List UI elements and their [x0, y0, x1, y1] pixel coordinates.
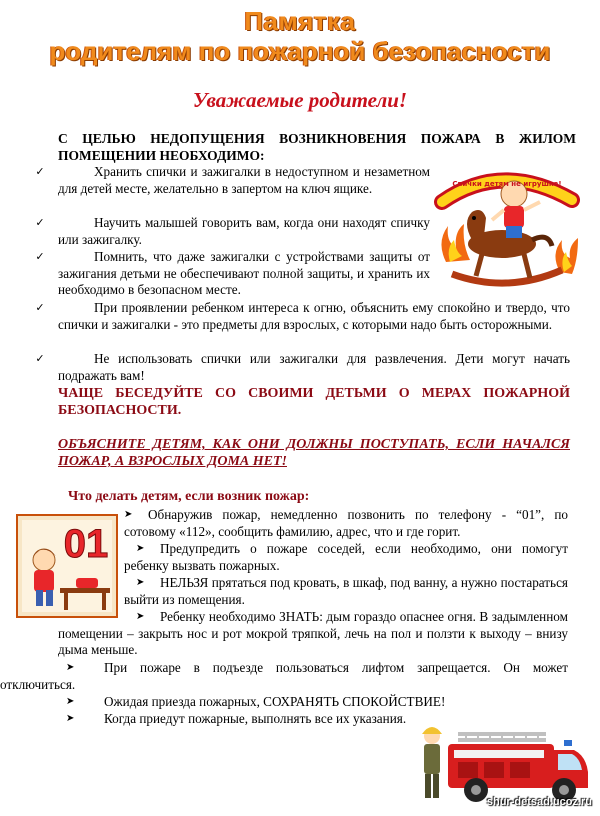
arrow-bullet-icon: ➤ — [136, 611, 145, 622]
list-item-text: Ожидая приезда пожарных, СОХРАНЯТЬ СПОКОЙСТВИЕ! — [104, 694, 446, 709]
check-icon: ✓ — [35, 250, 45, 263]
check-icon: ✓ — [35, 216, 45, 229]
list-item-text: Помнить, что даже зажигалки с устройствами защиты от зажигания детьми не обеспечивают полной защиты, и хранить их необходимо в безопасном месте. — [58, 249, 430, 297]
arrow-bullet-icon: ➤ — [66, 713, 75, 724]
list-item-text: Когда приедут пожарные, выполнять все их указания. — [104, 711, 407, 726]
list-item — [35, 351, 570, 384]
watermark: shur-detsad.ucoz.ru — [486, 796, 592, 808]
list-item-text: Не использовать спички или зажигалки для развлечения. Дети могут начать подражать вам! — [58, 351, 570, 383]
list-item-text: Хранить спички и зажигалки в недоступном и незаметном для детей месте, желательно в запертом на ключ ящике. — [58, 164, 430, 196]
list-item — [58, 609, 568, 659]
section1-heading: С ЦЕЛЬЮ НЕДОПУЩЕНИЯ ВОЗНИКНОВЕНИЯ ПОЖАРА В ЖИЛОМ ПОМЕЩЕНИИ НЕОБХОДИМО: — [58, 131, 576, 163]
page-title: Памятка — [244, 6, 356, 36]
arrow-bullet-icon: ➤ — [136, 577, 145, 588]
arrow-bullet-icon: ➤ — [136, 543, 145, 554]
list-item — [124, 507, 568, 540]
list-item — [35, 249, 430, 299]
list-item — [58, 711, 408, 728]
list-item — [124, 575, 568, 608]
fire-truck-illustration — [414, 700, 596, 808]
arrow-bullet-icon: ➤ — [66, 662, 75, 673]
list-item-text: Предупредить о пожаре соседей, если необходимо, они помогут ребенку вызвать пожарных. — [124, 541, 568, 573]
check-icon: ✓ — [35, 165, 45, 178]
list-item — [124, 541, 568, 574]
list-item-text: При пожаре в подъезде пользоваться лифтом запрещается. Он может отключиться. — [0, 660, 568, 692]
list-item — [35, 300, 570, 333]
banner-text: Спички детям не игрушка! — [452, 180, 562, 188]
explain-text: ОБЪЯСНИТЕ ДЕТЯМ, КАК ОНИ ДОЛЖНЫ ПОСТУПАТЬ, ЕСЛИ НАЧАЛСЯ ПОЖАР, А ВЗРОСЛЫХ ДОМА НЕТ! — [58, 437, 570, 469]
page-subtitle: родителям по пожарной безопасности — [49, 36, 551, 66]
arrow-bullet-icon: ➤ — [66, 696, 75, 707]
list-item-text: Научить малышей говорить вам, когда они находят спичку или зажигалку. — [58, 215, 430, 247]
check-icon: ✓ — [35, 352, 45, 365]
list-item-text: Обнаружив пожар, немедленно позвонить по телефону - “01”, по сотовому «112», сообщить фамилию, адрес, что и где горит. — [124, 507, 568, 539]
list-item — [0, 660, 568, 693]
arrow-bullet-icon: ➤ — [124, 509, 133, 520]
list-item-text: Ребенку необходимо ЗНАТЬ: дым гораздо опаснее огня. В задымленном помещении – закрыть нос и рот мокрой тряпкой, лечь на пол и ползти к выходу – внизу дыма меньше. — [58, 609, 568, 657]
section2-heading: Что делать детям, если возник пожар: — [68, 489, 310, 504]
list-item-text: НЕЛЬЗЯ прятаться под кровать, в шкаф, под ванну, а нужно постараться выйти из помещения. — [124, 575, 568, 607]
badge-01: 01 — [63, 522, 109, 566]
emergency-01-illustration — [16, 514, 118, 618]
greeting: Уважаемые родители! — [192, 88, 408, 112]
child-rocking-horse-illustration — [432, 162, 582, 292]
list-item — [35, 164, 430, 197]
callout: ЧАЩЕ БЕСЕДУЙТЕ СО СВОИМИ ДЕТЬМИ О МЕРАХ ПОЖАРНОЙ БЕЗОПАСНОСТИ. — [58, 386, 570, 418]
check-icon: ✓ — [35, 301, 45, 314]
list-item-text: При проявлении ребенком интереса к огню, объяснить ему спокойно и твердо, что спички и зажигалки - это предметы для взрослых, с которыми надо быть осторожными. — [58, 300, 570, 332]
phone-icon — [76, 578, 98, 588]
list-item — [35, 215, 430, 248]
